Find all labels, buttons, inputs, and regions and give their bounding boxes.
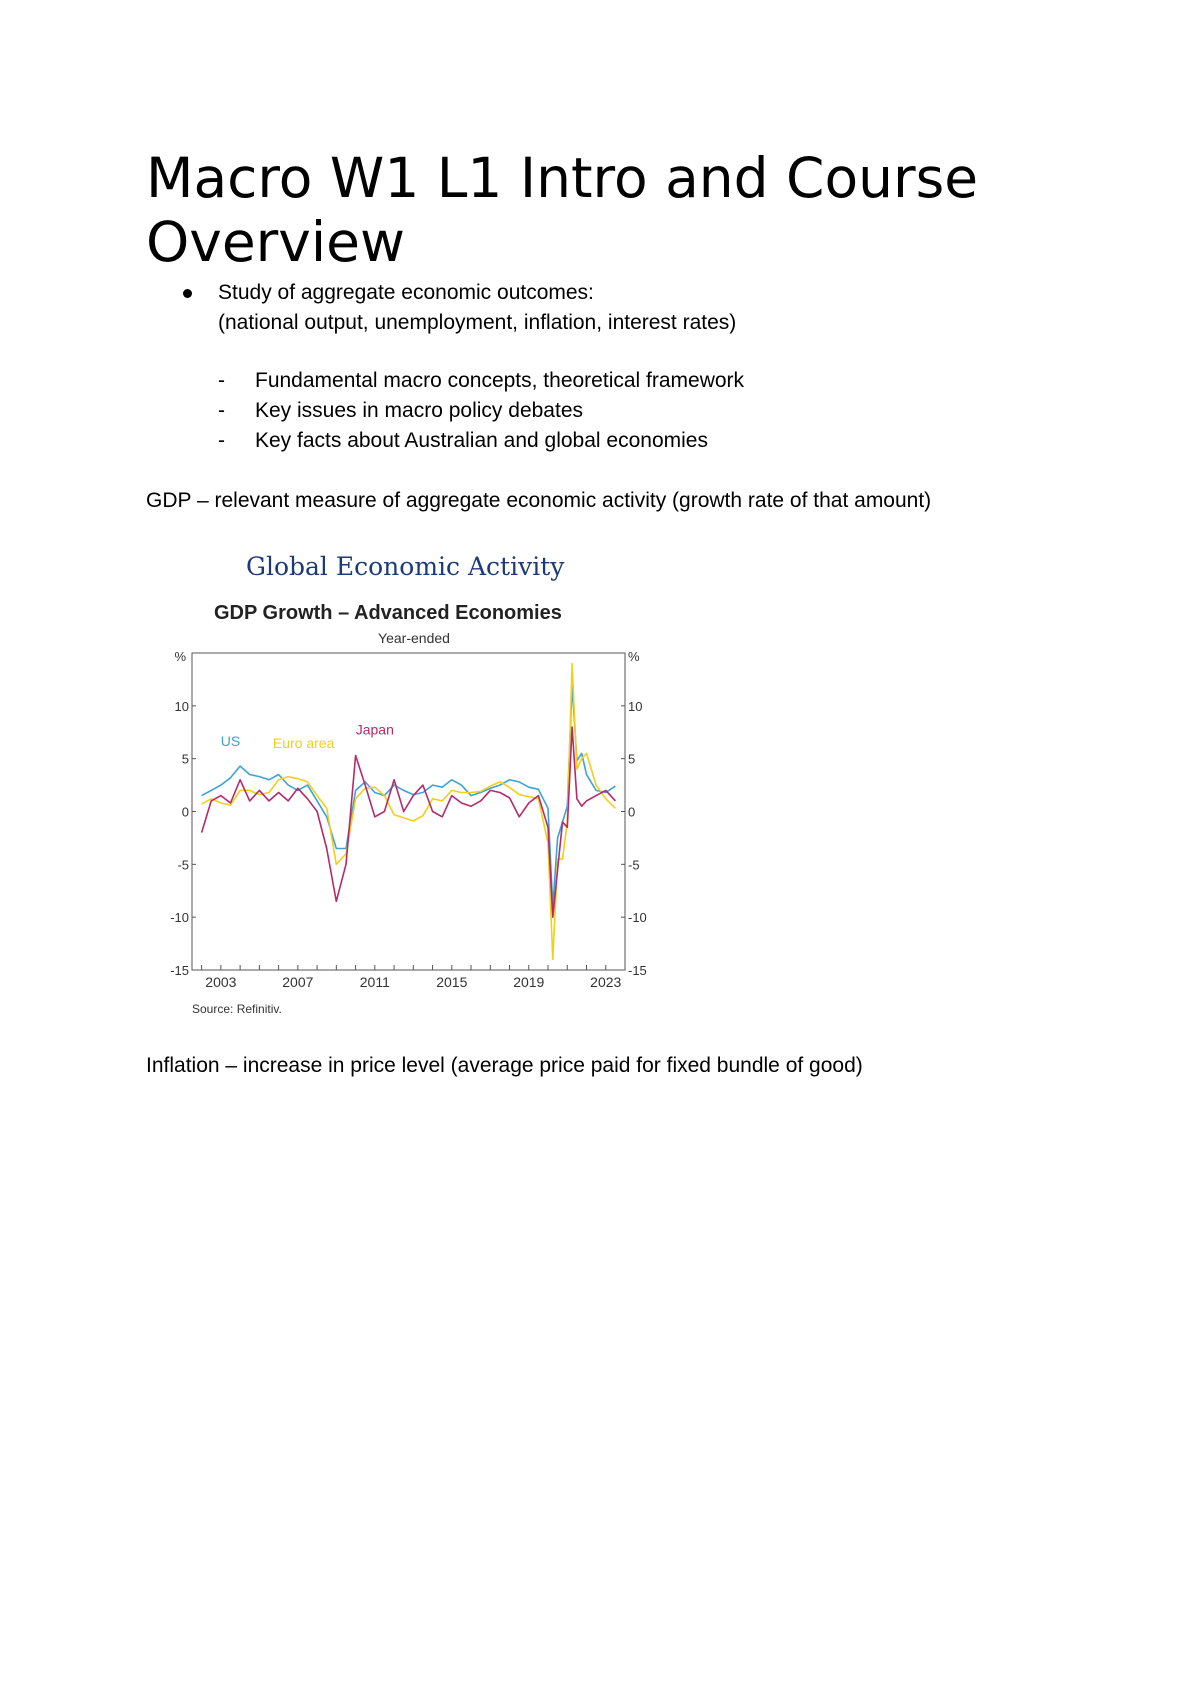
gdp-chart-figure [160,548,660,1018]
y-tick-label-left: 0 [181,804,189,820]
bullet-line: (national output, unemployment, inflation, interest rates) [218,311,737,334]
dash-marker: - [218,429,225,452]
series-label-japan: Japan [355,721,394,738]
y-tick-label-left: 10 [174,698,189,714]
plot-frame [192,653,625,970]
dash-list-item [218,426,1018,456]
inflation-paragraph: Inflation – increase in price level (average price paid for fixed bundle of good) [146,1054,863,1077]
bullet-icon [183,289,192,298]
x-tick-label: 2023 [590,974,622,990]
y-tick-label-right: 5 [628,751,636,767]
gdp-growth-chart [160,648,660,998]
chart-subtitle: Year-ended [378,630,450,646]
dash-list-item [218,366,1018,396]
y-axis-unit-right: % [628,649,640,664]
y-tick-label-left: 5 [181,751,189,767]
y-tick-label-right: -5 [628,857,640,873]
bullet-item [146,278,1046,338]
x-tick-label: 2007 [282,974,314,990]
series-label-euro-area: Euro area [272,735,335,752]
y-tick-label-left: -5 [177,857,189,873]
series-label-us: US [220,732,241,749]
chart-source: Source: Refinitiv. [192,1002,282,1016]
y-tick-label-left: -15 [170,963,189,978]
dash-item-text: Fundamental macro concepts, theoretical framework [255,369,745,392]
gdp-paragraph: GDP – relevant measure of aggregate economic activity (growth rate of that amount) [146,489,932,512]
x-tick-label: 2011 [359,974,390,990]
x-tick-label: 2015 [436,974,468,990]
y-tick-label-right: 0 [628,804,636,820]
bullet-list [146,278,1046,338]
x-tick-label: 2019 [513,974,545,990]
y-tick-label-right: 10 [628,698,643,714]
bullet-line: Study of aggregate economic outcomes: [218,281,594,304]
dash-item-text: Key facts about Australian and global economies [255,429,708,452]
figure-heading: Global Economic Activity [246,552,565,581]
chart-title: GDP Growth – Advanced Economies [214,602,562,624]
y-axis-unit-left: % [174,649,186,664]
x-tick-label: 2003 [205,974,237,990]
dash-list-item [218,396,1018,426]
dash-list [218,366,1018,456]
y-tick-label-right: -15 [628,963,647,978]
dash-marker: - [218,369,225,392]
y-tick-label-right: -10 [628,910,647,926]
dash-marker: - [218,399,225,422]
y-tick-label-left: -10 [170,910,189,926]
dash-item-text: Key issues in macro policy debates [255,399,583,422]
page-title: Macro W1 L1 Intro and Course Overview [146,146,979,274]
